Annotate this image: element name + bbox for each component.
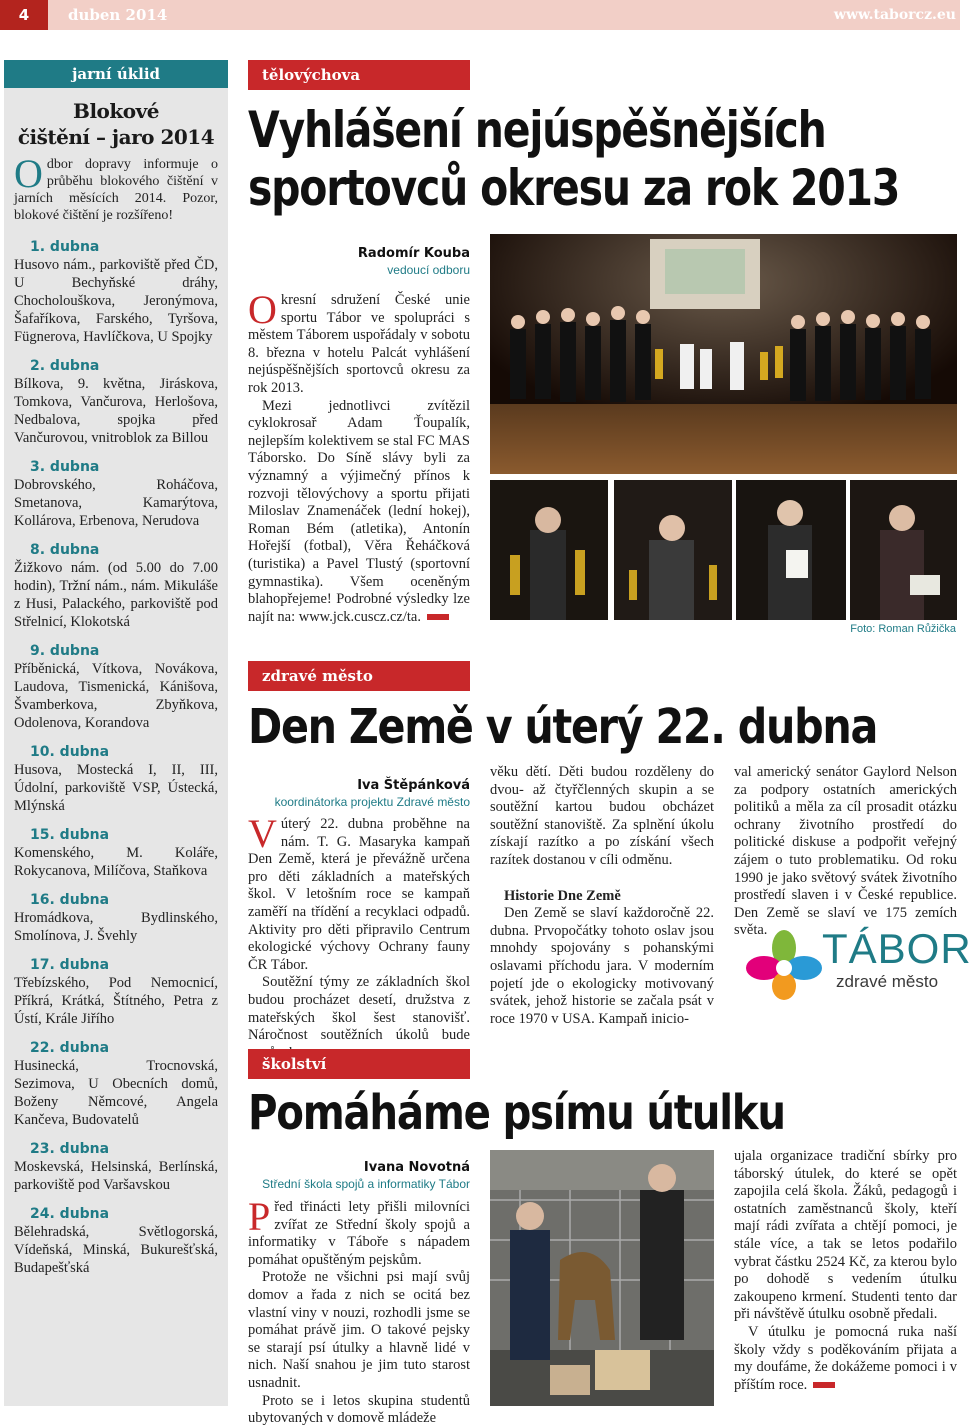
sport-headline	[248, 101, 899, 217]
schedule-day-label: 9. dubna	[30, 643, 100, 659]
school-author: Ivana Novotná	[363, 1160, 470, 1175]
sidebar-dropcap: O	[14, 151, 43, 196]
school-column-3	[734, 1148, 957, 1394]
sidebar-title-line1: Blokové	[73, 99, 159, 123]
schedule-day-streets: Příběnická, Vítkova, Novákova, Laudova, Tismenická, Kánišova, Švamberkova, Zbyňkova, Odolenova, Korandova	[14, 661, 218, 731]
earth-byline	[248, 778, 470, 810]
earth-c3-paragraph-1: val americký senátor Gaylord Nelson za podpory ostatních amerických politiků a měla za cíl prosadit otázku ochrany životního prostředí do politické diskuse a podpořit veřejný zájem o tuto problematiku. Od roku 1990 je jako světový svátek životního prostředí slaven i v České republice. Den Země se slaví ve 175 zemích světa.	[734, 764, 957, 939]
school-c1-paragraph-2: Protože ne všichni psi mají svůj domov a řada z nich se ocitá bez vlastní viny v nouzi, rozhodli jsme se pomáhat právě jim. O takové pejsky se starají psí útulky a hlavně lidé v nich. Naší snahou je jim tuto starost usnadnit.	[248, 1269, 470, 1391]
page-header	[0, 0, 960, 30]
athlete-photo-3	[736, 480, 846, 620]
schedule-day-label: 2. dubna	[30, 358, 100, 374]
sport-headline-line1: Vyhlášení nejúspěšnějších	[248, 101, 826, 159]
schedule-day-label: 23. dubna	[30, 1141, 110, 1157]
school-column-1	[248, 1194, 470, 1428]
sport-dropcap: O	[248, 287, 277, 332]
schedule-day-label: 15. dubna	[30, 827, 110, 843]
schedule-day-streets: Husovo nám., parkoviště před ČD, U Bechyňské dráhy, Chocholouškova, Jeronýmova, Šafaříkova, Farského, Tyršova, Fügnerova, Havlíčkova, U Spojky	[14, 257, 218, 345]
schedule-day-label: 22. dubna	[30, 1040, 110, 1056]
athlete-photo-1-svg	[490, 480, 608, 620]
sidebar-intro-text: dbor dopravy informuje o průběhu blokového čištění v jarních měsících 2014. Pozor, blokové čištění je rozšířeno!	[14, 157, 218, 223]
school-byline	[248, 1160, 470, 1192]
earth-author-role: koordinátorka projektu Zdravé město	[274, 795, 470, 809]
school-c3-paragraph-2: V útulku je pomocná ruka naší školy vždy s poděkováním přijata a my doufáme, že dokážeme pomoci i v příštím roce.	[734, 1323, 957, 1393]
schedule-day-streets: Třebízského, Pod Nemocnicí, Příkrá, Krátká, Štítného, Petra z Ústí, Krále Jiřího	[14, 975, 218, 1027]
schedule-day-label: 3. dubna	[30, 459, 100, 475]
schedule-day-label: 10. dubna	[30, 744, 110, 760]
sport-byline	[248, 246, 470, 278]
sidebar-title-line2: čištění – jaro 2014	[17, 125, 215, 149]
dog-shelter-photo	[490, 1150, 714, 1406]
school-author-role: Střední škola spojů a informatiky Tábor	[262, 1177, 470, 1191]
cleaning-schedule	[4, 238, 228, 1277]
earth-c2-paragraph-2: Den Země se slaví každoročně 22. dubna. Prvopočátky tohoto oslav jsou mnohdy spojovány s pohanskými oslavami příchodu jara. V moderním pojetí jde o ekologicky motivovaný svátek, jehož historie se začala psát v roce 1970 v USA. Kampaň inicio-	[490, 905, 714, 1027]
schedule-day-label: 24. dubna	[30, 1206, 110, 1222]
schedule-day-label: 8. dubna	[30, 542, 100, 558]
sidebar-title	[4, 98, 228, 150]
sidebar-intro	[4, 151, 228, 224]
schedule-day-streets: Bělehradská, Světlogorská, Vídeňská, Minská, Bukurešťská, Budapešťská	[14, 1224, 218, 1276]
schedule-day-streets: Husinecká, Trocnovská, Sezimova, U Obecních domů, Boženy Němcové, Angela Kančeva, Budovatelů	[14, 1058, 218, 1128]
sidebar-cleaning	[4, 60, 228, 1406]
section-label-sport: tělovýchova	[248, 60, 470, 90]
schedule-day-streets: Žižkovo nám. (od 5.00 do 7.00 hodin), Tržní nám., nám. Mikuláše z Husi, Palackého, parkoviště pod Střelnicí, Klokotská	[14, 560, 218, 630]
flower-logo-icon	[744, 928, 824, 1000]
schedule-day-label: 1. dubna	[30, 239, 100, 255]
sport-paragraph-1: kresní sdružení České unie sportu Tábor ve spolupráci s městem Táborem uspořádaly v sobotu 8. března v hotelu Palcát vyhlášení nejúspěšnějších sportovců okresu za rok 2013.	[248, 292, 470, 396]
earth-headline: Den Země v úterý 22. dubna	[248, 699, 878, 755]
earth-c1-paragraph-1: úterý 22. dubna proběhne na nám. T. G. Masaryka kampaň Den Země, která je převážně určena pro děti základních a mateřských škol. V letošním roce se kampaň zaměří na třídění a recyklaci odpadů. Aktivity pro děti připravilo Centrum ekologické výchovy Ochrany fauny ČR Tábor.	[248, 816, 470, 973]
sport-author: Radomír Kouba	[357, 246, 470, 261]
schedule-day-streets: Hromádkova, Bydlinského, Smolínova, J. Švehly	[14, 910, 218, 944]
schedule-day-streets: Dobrovského, Roháčova, Smetanova, Kamarýtova, Kollárova, Erbenova, Nerudova	[14, 477, 218, 529]
end-mark	[427, 614, 449, 620]
schedule-day-label: 17. dubna	[30, 957, 110, 973]
athlete-photo-2-svg	[614, 480, 732, 620]
end-mark	[813, 1382, 835, 1388]
athlete-photo-3-svg	[736, 480, 846, 620]
schedule-day-streets: Husova, Mostecká I, II, III, Údolní, parkoviště VSP, Ústecká, Mlýnská	[14, 762, 218, 814]
school-headline: Pomáháme psímu útulku	[248, 1085, 785, 1141]
earth-c1-paragraph-2: Soutěžní týmy ze základních škol budou procházet desetí, družstva z mateřských škol šest stanovišť. Náročnost soutěžních úkolů bude	[248, 974, 470, 1044]
dog-shelter-photo-svg	[490, 1150, 714, 1406]
athlete-photo-4	[850, 480, 957, 620]
website-link[interactable]: www.taborcz.eu	[833, 7, 956, 23]
earth-history-subhead: Historie Dne Země	[504, 887, 621, 904]
school-c3-paragraph-1: ujala organizace tradiční sbírky pro táborský útulek, do které se opět zapojila celá škola. Žáků, pedagogů i ostatních zaměstnanců školy, kteří mají rádi zvířata a chtějí pomoci, je stále více, a tak se letos podařilo vybrat částku 2524 Kč, za kterou bylo po dohodě s vedením útulku zakoupeno krmení. Studenti tento dar při návštěvě útulku osobně předali.	[734, 1148, 957, 1323]
sport-headline-line2: sportovců okresu za rok 2013	[248, 159, 900, 217]
earth-dropcap: V	[248, 811, 277, 856]
page-number: 4	[0, 0, 48, 30]
earth-column-2	[490, 764, 714, 1028]
logo-subtitle: zdravé město	[836, 972, 939, 991]
school-c1-paragraph-1: řed třinácti lety přišli milovníci zvířat ze Střední školy spojů a informatiky v Táboře s nápadem pomáhat opuštěným pejskům.	[248, 1199, 470, 1268]
sport-body	[248, 287, 470, 626]
sport-paragraph-2: Mezi jednotlivci zvítězil cyklokrosař Adam Ťoupalík, nejlepším kolektivem se stal FC MAS Táborsko. Do Síně slávy byli za významný a výjimečný přínos k rozvoji tělovýchovy a sportu přijati Miloslav Znamenáček (lední hokej), Roman Bém (atletika), Antonín Hořejší (fotbal), Věra Řeháčková (turistika) a Pavel Tlustý (sportovní gymnastika). Všem oceněným blahopřejeme! Podrobné výsledky lze najít na: www.jck.cuscz.cz/ta.	[248, 397, 470, 625]
issue-month: duben 2014	[68, 6, 168, 24]
schedule-day-label: 16. dubna	[30, 892, 110, 908]
earth-author: Iva Štěpánková	[357, 778, 470, 793]
earth-column-3	[734, 764, 957, 940]
award-ceremony-photo	[490, 234, 957, 474]
sidebar-section-label: jarní úklid	[4, 60, 228, 88]
tabor-healthy-city-logo	[744, 925, 972, 1000]
athlete-photo-1	[490, 480, 608, 620]
section-label-healthy-city: zdravé město	[248, 661, 470, 691]
school-dropcap: P	[248, 1194, 271, 1239]
ceremony-photo-svg	[490, 234, 957, 474]
athlete-photo-2	[614, 480, 732, 620]
earth-c2-paragraph-1: věku dětí. Děti budou rozděleny do dvou- až čtyřčlenných skupin a se soutěžní kartou budou obcházet soutěžní stanoviště. Za splnění úkolu získají razítko a po získání všech razítek dostanou v cíli odměnu.	[490, 764, 714, 868]
schedule-day-streets: Komenského, M. Koláře, Rokycanova, Milíčova, Staňkova	[14, 845, 218, 879]
section-label-education: školství	[248, 1049, 470, 1079]
logo-word: TÁBOR	[822, 925, 972, 972]
photo-credit: Foto: Roman Růžička	[850, 623, 956, 635]
school-c1-paragraph-3: Proto se i letos skupina studentů ubytovaných v domově mládeže	[248, 1392, 470, 1427]
athlete-photo-4-svg	[850, 480, 957, 620]
schedule-day-streets: Moskevská, Helsinská, Berlínská, parkoviště pod Varšavskou	[14, 1159, 218, 1193]
sport-author-role: vedoucí odboru	[387, 263, 470, 277]
schedule-day-streets: Bílkova, 9. května, Jiráskova, Tomkova, Vančurova, Herlošova, Nedbalova, spojka před Vančurovou, vnitroblok za Billou	[14, 376, 218, 446]
earth-column-1	[248, 811, 470, 1062]
